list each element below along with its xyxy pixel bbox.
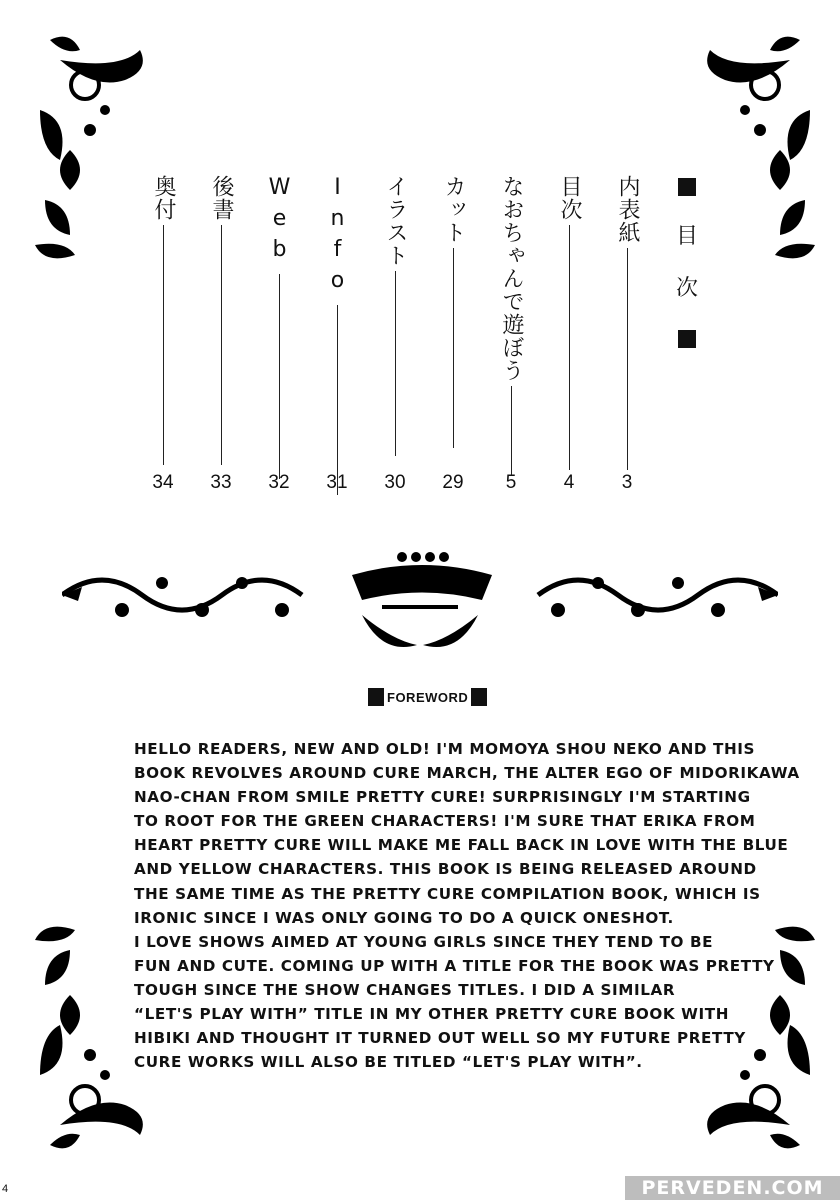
foreword-line: FUN AND CUTE. COMING UP WITH A TITLE FOR THE BOOK WAS PRETTY xyxy=(134,956,775,975)
toc-entry-page: 5 xyxy=(505,472,517,493)
toc-heading xyxy=(670,175,704,351)
toc-entry-title: カット xyxy=(441,175,466,244)
toc-entry-7 xyxy=(262,175,296,479)
heading-char-2: 次 xyxy=(675,276,698,301)
foreword-line: AND YELLOW CHARACTERS. THIS BOOK IS BEING RELEASED AROUND xyxy=(134,860,757,879)
toc-entry-page: 33 xyxy=(210,472,232,493)
toc-leader-line xyxy=(453,248,454,448)
toc-leader-line xyxy=(279,274,280,479)
toc-entry-title: Web xyxy=(267,175,292,268)
foreword-label: FOREWORD xyxy=(387,689,469,705)
foreword-line: IRONIC SINCE I WAS ONLY GOING TO DO A QUICK ONESHOT. xyxy=(134,908,674,927)
toc-entry-title: 内表紙 xyxy=(615,175,640,244)
foreword-line: TO ROOT FOR THE GREEN CHARACTERS! I'M SURE THAT ERIKA FROM xyxy=(134,812,756,831)
toc-entry-page: 29 xyxy=(442,472,464,493)
toc-entry-title: Info xyxy=(325,175,350,299)
toc-leader-line xyxy=(569,225,570,470)
foreword-line: NAO-CHAN FROM SMILE PRETTY CURE! SURPRISINGLY I'M STARTING xyxy=(134,788,751,807)
toc-entry-page: 34 xyxy=(152,472,174,493)
toc-entry-title: 目次 xyxy=(557,175,582,221)
toc-entry-2 xyxy=(552,175,586,470)
foreword-line: CURE WORKS WILL ALSO BE TITLED “LET'S PLAY WITH”. xyxy=(134,1053,643,1072)
toc-entry-title: 奥付 xyxy=(151,175,176,221)
toc-entry-title: なおちゃんで遊ぼう xyxy=(499,175,524,382)
heading-square-top xyxy=(678,178,696,196)
foreword-body xyxy=(134,737,800,1074)
toc-entry-page: 4 xyxy=(563,472,575,493)
toc-entry-5 xyxy=(378,175,412,456)
toc-entry-page: 32 xyxy=(268,472,290,493)
toc-entry-4 xyxy=(436,175,470,448)
toc-entry-title: イラスト xyxy=(383,175,408,267)
toc-leader-line xyxy=(627,248,628,470)
toc-entry-page: 30 xyxy=(384,472,406,493)
corner-ornament-top-left xyxy=(30,30,160,260)
foreword-square-right xyxy=(471,688,487,706)
toc-entry-title: 後書 xyxy=(209,175,234,221)
heading-square-bottom xyxy=(678,330,696,348)
toc-entry-page: 3 xyxy=(621,472,633,493)
toc-leader-line xyxy=(395,271,396,456)
foreword-line: HIBIKI AND THOUGHT IT TURNED OUT WELL SO MY FUTURE PRETTY xyxy=(134,1029,746,1048)
foreword-line: BOOK REVOLVES AROUND CURE MARCH, THE ALTER EGO OF MIDORIKAWA xyxy=(134,764,800,783)
toc-entry-8 xyxy=(204,175,238,465)
toc-leader-line xyxy=(337,305,338,495)
toc-leader-line xyxy=(511,386,512,476)
foreword-square-left xyxy=(368,688,384,706)
toc-entry-page: 31 xyxy=(326,472,348,493)
toc-entry-9 xyxy=(146,175,180,465)
foreword-line: “LET'S PLAY WITH” TITLE IN MY OTHER PRETTY CURE BOOK WITH xyxy=(134,1005,730,1024)
toc-leader-line xyxy=(221,225,222,465)
watermark: PERVEDEN.COM xyxy=(625,1176,840,1200)
toc-leader-line xyxy=(163,225,164,465)
divider-ornament xyxy=(62,545,778,655)
foreword-heading xyxy=(368,686,487,708)
foreword-line: TOUGH SINCE THE SHOW CHANGES TITLES. I DID A SIMILAR xyxy=(134,980,676,999)
toc-entry-1 xyxy=(610,175,644,470)
heading-char-1: 目 xyxy=(675,224,698,249)
foreword-line: I LOVE SHOWS AIMED AT YOUNG GIRLS SINCE THEY TEND TO BE xyxy=(134,932,714,951)
foreword-line: HEART PRETTY CURE WILL MAKE ME FALL BACK IN LOVE WITH THE BLUE xyxy=(134,836,789,855)
foreword-line: THE SAME TIME AS THE PRETTY CURE COMPILATION BOOK, WHICH IS xyxy=(134,884,761,903)
toc-entry-6 xyxy=(320,175,354,495)
page-number: 4 xyxy=(2,1183,9,1195)
toc-entry-3 xyxy=(494,175,528,476)
foreword-line: HELLO READERS, NEW AND OLD! I'M MOMOYA SHOU NEKO AND THIS xyxy=(134,740,756,758)
corner-ornament-top-right xyxy=(690,30,820,260)
